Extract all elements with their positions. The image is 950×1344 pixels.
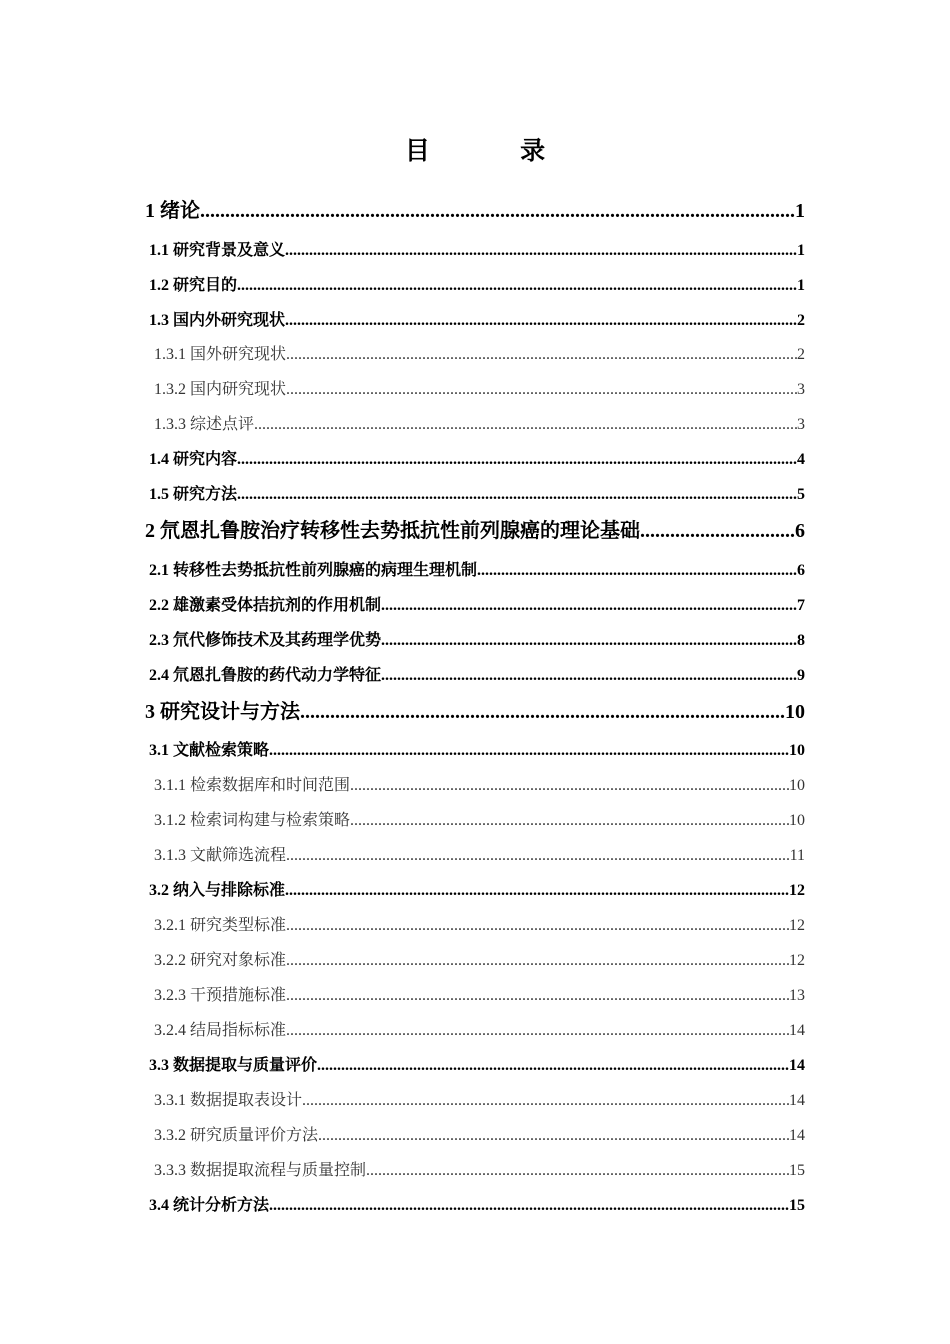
toc-entry-label: 3.2.3 干预措施标准 <box>154 987 287 1004</box>
toc-entry-page-number: 1 <box>797 242 805 259</box>
toc-entry-page-number: 12 <box>789 882 805 899</box>
toc-entry-page-number: 10 <box>789 812 805 829</box>
toc-entry[interactable] <box>154 913 805 939</box>
toc-entry-label: 2.1 转移性去势抵抗性前列腺癌的病理生理机制 <box>149 562 478 579</box>
toc-dot-leader <box>286 377 797 403</box>
toc-dot-leader <box>286 1018 789 1044</box>
toc-entry-page-number: 8 <box>797 632 805 649</box>
toc-dot-leader <box>381 628 797 654</box>
toc-entry-label: 2.3 氘代修饰技术及其药理学优势 <box>149 632 382 649</box>
toc-entry[interactable] <box>145 196 805 226</box>
toc-dot-leader <box>381 593 797 619</box>
toc-entry[interactable] <box>149 738 805 764</box>
toc-dot-leader <box>237 273 797 299</box>
toc-dot-leader <box>269 738 789 764</box>
toc-entry-page-number: 9 <box>797 667 805 684</box>
toc-entry[interactable] <box>154 377 805 403</box>
toc-entry-page-number: 15 <box>789 1197 805 1214</box>
toc-entry-page-number: 5 <box>797 486 805 503</box>
toc-entry-label: 3.2.4 结局指标标准 <box>154 1022 287 1039</box>
toc-dot-leader <box>302 1088 789 1114</box>
toc-entry[interactable] <box>154 808 805 834</box>
toc-dot-leader <box>286 913 789 939</box>
toc-entry-label: 1 绪论 <box>145 200 200 222</box>
toc-entry-page-number: 15 <box>789 1162 805 1179</box>
toc-entry[interactable] <box>154 1018 805 1044</box>
toc-entry-label: 3.2 纳入与排除标准 <box>149 882 286 899</box>
toc-entry-label: 3.1.3 文献筛选流程 <box>154 847 287 864</box>
toc-entry-page-number: 2 <box>797 346 805 363</box>
toc-entry[interactable] <box>154 1158 805 1184</box>
toc-entry[interactable] <box>149 447 805 473</box>
toc-entry[interactable] <box>149 238 805 264</box>
toc-entry[interactable] <box>154 983 805 1009</box>
toc-entry-label: 1.5 研究方法 <box>149 486 238 503</box>
toc-entry[interactable] <box>145 516 805 546</box>
toc-entry-label: 3.2.1 研究类型标准 <box>154 917 287 934</box>
toc-entry-label: 1.3.2 国内研究现状 <box>154 381 287 398</box>
toc-title: 目 录 <box>404 138 588 165</box>
toc-entry[interactable] <box>149 1193 805 1219</box>
toc-entry-label: 3.3.2 研究质量评价方法 <box>154 1127 319 1144</box>
toc-dot-leader <box>285 238 797 264</box>
toc-entry-page-number: 12 <box>789 917 805 934</box>
toc-dot-leader <box>286 342 797 368</box>
toc-entry-label: 3.2.2 研究对象标准 <box>154 952 287 969</box>
toc-entry-label: 2.4 氘恩扎鲁胺的药代动力学特征 <box>149 667 382 684</box>
toc-entry-page-number: 6 <box>795 520 805 542</box>
toc-entry-label: 1.1 研究背景及意义 <box>149 242 286 259</box>
toc-dot-leader <box>286 983 789 1009</box>
toc-dot-leader <box>318 1123 789 1149</box>
toc-entry[interactable] <box>145 697 805 727</box>
toc-entry-page-number: 14 <box>789 1092 805 1109</box>
toc-entry[interactable] <box>149 308 805 334</box>
toc-entry-page-number: 14 <box>789 1057 805 1074</box>
toc-entry-page-number: 11 <box>789 847 805 864</box>
toc-entry[interactable] <box>154 342 805 368</box>
toc-entry[interactable] <box>149 482 805 508</box>
toc-entry[interactable] <box>154 1123 805 1149</box>
toc-entry-label: 1.3 国内外研究现状 <box>149 312 286 329</box>
toc-entry-page-number: 10 <box>789 742 805 759</box>
toc-dot-leader <box>350 808 789 834</box>
toc-dot-leader <box>317 1053 789 1079</box>
toc-entry[interactable] <box>149 628 805 654</box>
toc-dot-leader <box>200 196 795 226</box>
toc-entry[interactable] <box>149 878 805 904</box>
toc-dot-leader <box>286 948 789 974</box>
toc-dot-leader <box>366 1158 789 1184</box>
toc-entry[interactable] <box>154 1088 805 1114</box>
toc-dot-leader <box>269 1193 789 1219</box>
toc-entry-label: 1.3.1 国外研究现状 <box>154 346 287 363</box>
toc-dot-leader <box>285 308 797 334</box>
toc-entry-label: 2.2 雄激素受体拮抗剂的作用机制 <box>149 597 382 614</box>
toc-entry-label: 1.3.3 综述点评 <box>154 416 255 433</box>
toc-entry[interactable] <box>149 593 805 619</box>
toc-entry-label: 2 氘恩扎鲁胺治疗转移性去势抵抗性前列腺癌的理论基础 <box>145 520 640 542</box>
toc-entry[interactable] <box>149 558 805 584</box>
toc-entry-label: 3.3.3 数据提取流程与质量控制 <box>154 1162 367 1179</box>
toc-entry-label: 3.1.1 检索数据库和时间范围 <box>154 777 351 794</box>
toc-dot-leader <box>237 447 797 473</box>
toc-dot-leader <box>286 843 790 869</box>
toc-entry-page-number: 12 <box>789 952 805 969</box>
toc-entry[interactable] <box>154 843 805 869</box>
toc-entry-page-number: 1 <box>797 277 805 294</box>
toc-entry-label: 1.2 研究目的 <box>149 277 238 294</box>
toc-entry[interactable] <box>149 663 805 689</box>
toc-entry-label: 3.4 统计分析方法 <box>149 1197 270 1214</box>
toc-entry-page-number: 1 <box>795 200 805 222</box>
toc-entry-page-number: 3 <box>797 416 805 433</box>
toc-entry[interactable] <box>154 773 805 799</box>
toc-entry-label: 3.3 数据提取与质量评价 <box>149 1057 318 1074</box>
toc-entry-label: 3 研究设计与方法 <box>145 701 300 723</box>
toc-entry-page-number: 13 <box>789 987 805 1004</box>
toc-entry-label: 3.3.1 数据提取表设计 <box>154 1092 303 1109</box>
toc-dot-leader <box>350 773 789 799</box>
toc-dot-leader <box>254 412 797 438</box>
toc-entry-page-number: 3 <box>797 381 805 398</box>
toc-dot-leader <box>300 697 785 727</box>
toc-entry-label: 3.1 文献检索策略 <box>149 742 270 759</box>
toc-entry[interactable] <box>149 1053 805 1079</box>
toc-entry[interactable] <box>149 273 805 299</box>
toc-dot-leader <box>381 663 797 689</box>
toc-dot-leader <box>477 558 797 584</box>
toc-entry-page-number: 10 <box>789 777 805 794</box>
toc-entry-page-number: 14 <box>789 1127 805 1144</box>
toc-dot-leader <box>640 516 795 546</box>
toc-entry[interactable] <box>154 412 805 438</box>
toc-dot-leader <box>237 482 797 508</box>
toc-entry-label: 3.1.2 检索词构建与检索策略 <box>154 812 351 829</box>
toc-dot-leader <box>285 878 789 904</box>
toc-entry-page-number: 10 <box>785 701 805 723</box>
toc-entry-page-number: 7 <box>797 597 805 614</box>
toc-entry-page-number: 2 <box>797 312 805 329</box>
toc-entry-page-number: 14 <box>789 1022 805 1039</box>
toc-entry-page-number: 6 <box>797 562 805 579</box>
toc-entry[interactable] <box>154 948 805 974</box>
toc-entry-page-number: 4 <box>797 451 805 468</box>
toc-entry-label: 1.4 研究内容 <box>149 451 238 468</box>
